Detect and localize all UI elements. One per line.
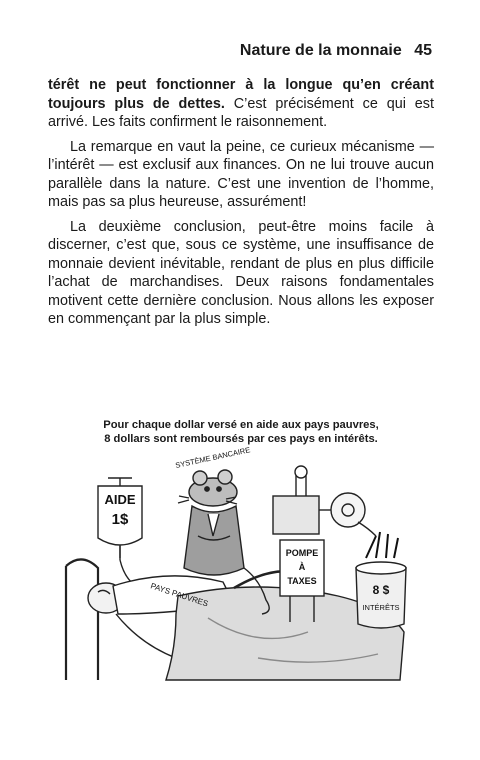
running-header [48, 42, 432, 60]
interest-barrel [356, 568, 406, 628]
running-title: Nature de la monnaie [239, 42, 402, 59]
iv-bag-amount: 1$ [111, 511, 129, 528]
pump-label-1: POMPE [285, 548, 319, 558]
pump-machine [273, 496, 319, 534]
paragraph-1-bold: térêt ne peut fonctionner à la longue qu’en créant toujours plus de dettes. [48, 77, 434, 112]
caption-line-2: 8 dollars sont remboursés par ces pays en intérêts. [104, 433, 378, 445]
patient-label: PAYS PAUVRES [149, 581, 210, 609]
pump-wheel [331, 493, 365, 527]
paragraph-1-rest: C’est précisément ce qui est arrivé. Les faits confirment le raisonnement. [48, 95, 434, 130]
paragraph-3: La deuxième conclusion, peut-être moins facile à discerner, c’est que, sous ce système, une insuffisance de monnaie devient inévitable, rendant de plus en plus difficile l’achat de marchandises. Deux raisons fondamentales motivent cette dernière conclusion. Nous allons les exposer en commençant par la plus simple. [48, 218, 434, 327]
cartoon-illustration [58, 418, 424, 688]
paragraph-2: La remarque en vaut la peine, ce curieux mécanisme — l’intérêt — est exclusif aux finances. On ne lui trouve aucun parallèle dans la nature. C’est une invention de l’homme, mais pas sa plus heureuse, assurément! [48, 138, 434, 210]
iv-bag-title: AIDE [104, 492, 136, 507]
body-text [48, 76, 434, 335]
barrel-label: INTÉRÊTS [362, 603, 400, 612]
caption-line-1: Pour chaque dollar versé en aide aux pays pauvres, [103, 419, 379, 431]
page-number: 45 [414, 42, 432, 59]
rat-label: SYSTÈME BANCAIRE [174, 445, 252, 470]
barrel-amount: 8 $ [372, 583, 390, 597]
pump-label-3: TAXES [287, 576, 317, 586]
paragraph-1 [48, 76, 434, 132]
pump-label-2: À [298, 562, 306, 572]
